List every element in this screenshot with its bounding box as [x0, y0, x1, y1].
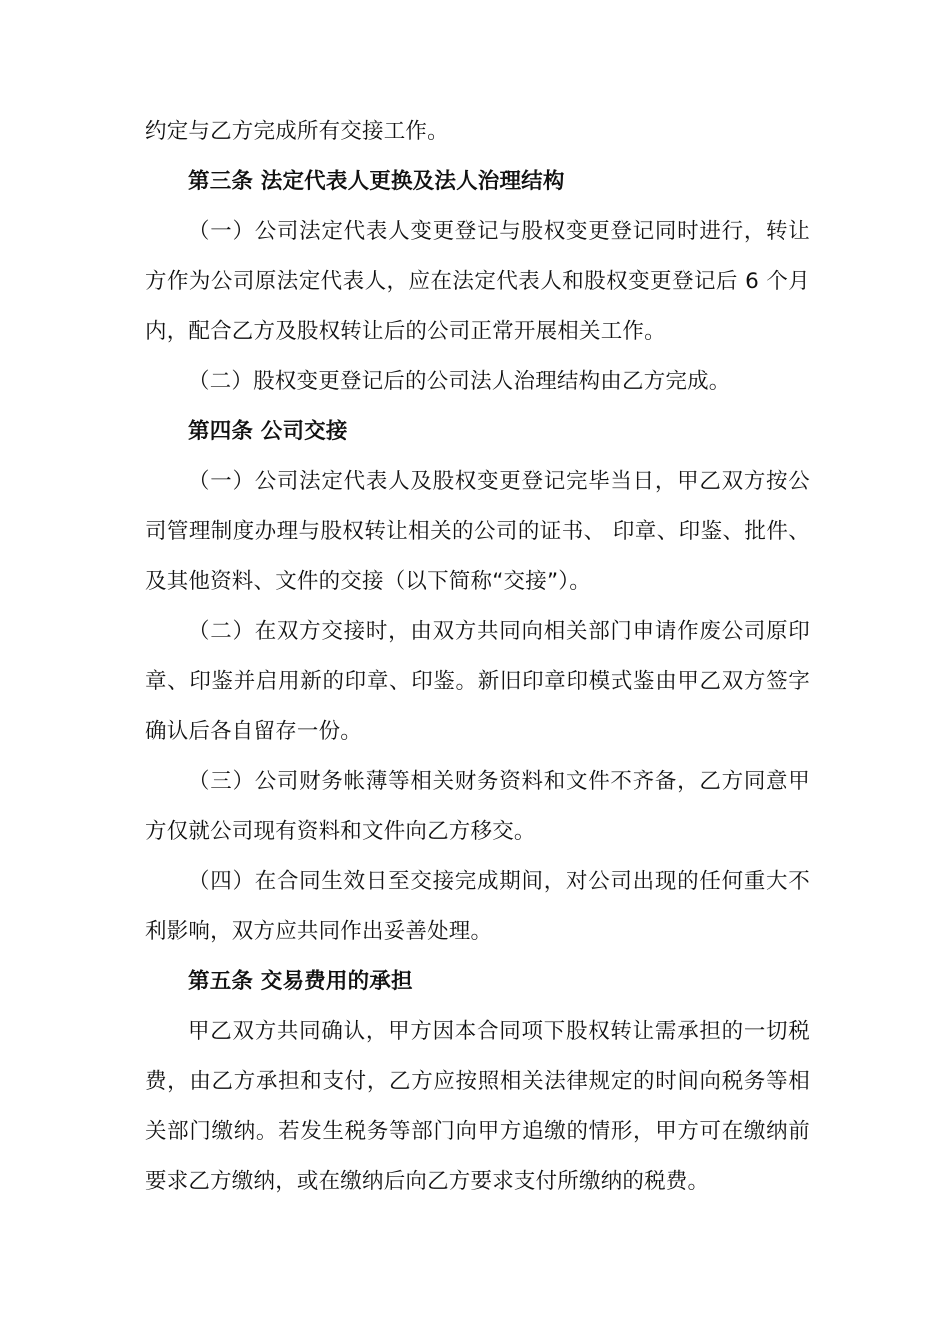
text-line: （二）股权变更登记后的公司法人治理结构由乙方完成。: [188, 369, 731, 394]
text-line: 及其他资料、文件的交接（以下简称“交接”）。: [145, 569, 591, 594]
text-line: 内，配合乙方及股权转让后的公司正常开展相关工作。: [145, 319, 666, 344]
text-line: 要求乙方缴纳，或在缴纳后向乙方要求支付所缴纳的税费。: [145, 1169, 710, 1194]
article-4-heading: 第四条 公司交接: [188, 419, 348, 444]
article-3-heading: 第三条 法定代表人更换及法人治理结构: [188, 169, 565, 194]
text-line: 方作为公司原法定代表人，应在法定代表人和股权变更登记后 6 个月: [145, 269, 810, 294]
article-5-heading: 第五条 交易费用的承担: [188, 969, 413, 994]
text-line: （三）公司财务帐薄等相关财务资料和文件不齐备，乙方同意甲: [188, 769, 810, 794]
text-line: 司管理制度办理与股权转让相关的公司的证书、 印章、印鉴、批件、: [145, 519, 810, 544]
text-line: 章、印鉴并启用新的印章、印鉴。新旧印章印模式鉴由甲乙双方签字: [145, 669, 810, 694]
text-line: （二）在双方交接时，由双方共同向相关部门申请作废公司原印: [188, 619, 810, 644]
text-line: 约定与乙方完成所有交接工作。: [145, 119, 449, 144]
text-line: （四）在合同生效日至交接完成期间，对公司出现的任何重大不: [188, 869, 810, 894]
text-line: 甲乙双方共同确认，甲方因本合同项下股权转让需承担的一切税: [188, 1019, 810, 1044]
text-line: 利影响，双方应共同作出妥善处理。: [145, 919, 493, 944]
text-line: （一）公司法定代表人变更登记与股权变更登记同时进行，转让: [188, 219, 810, 244]
text-line: 费，由乙方承担和支付，乙方应按照相关法律规定的时间向税务等相: [145, 1069, 810, 1094]
text-line: 确认后各自留存一份。: [145, 719, 363, 744]
text-line: 关部门缴纳。若发生税务等部门向甲方追缴的情形，甲方可在缴纳前: [145, 1119, 810, 1144]
text-line: （一）公司法定代表人及股权变更登记完毕当日，甲乙双方按公: [188, 469, 810, 494]
text-line: 方仅就公司现有资料和文件向乙方移交。: [145, 819, 536, 844]
